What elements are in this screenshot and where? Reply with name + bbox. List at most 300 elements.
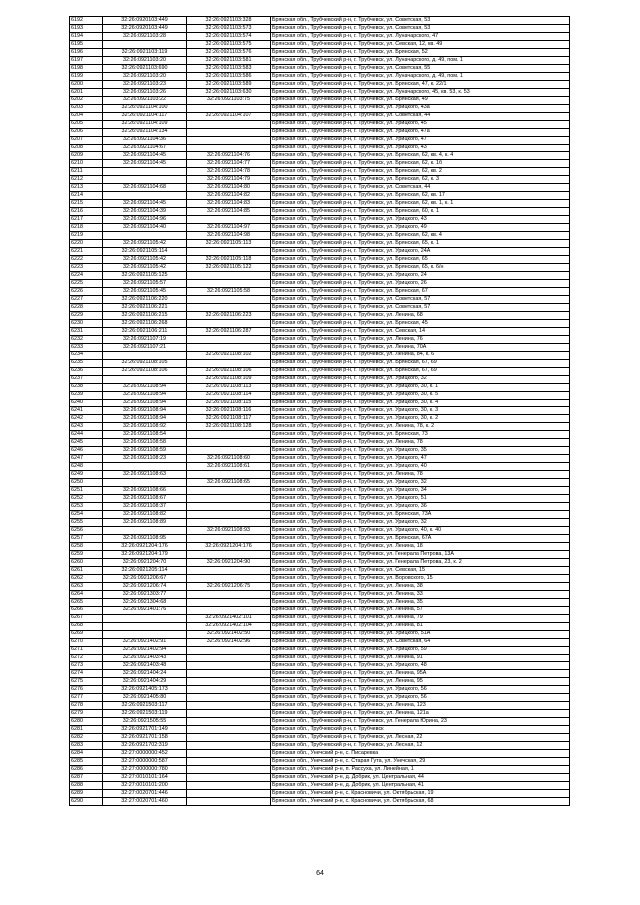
cadastral-number-cell: 32:26:0921105:57 [103,279,187,287]
table-row [70,184,570,192]
table-row [70,17,570,25]
building-cadastral-number-cell: 32:26:0921108:65 [187,479,271,487]
row-number-cell: 6268 [70,622,103,630]
cadastral-number-cell: 32:26:0921206:74 [103,582,187,590]
cadastral-number-cell: 32:26:0921108:94 [103,383,187,391]
table-row [70,670,570,678]
address-cell: Брянская обл., Трубчевский р-н, г. Трубчевск, ул. Урицкого, 35 [271,447,570,455]
building-cadastral-number-cell [187,303,271,311]
building-cadastral-number-cell: 32:26:0921204:176 [187,542,271,550]
row-number-cell: 6199 [70,72,103,80]
building-cadastral-number-cell [187,742,271,750]
address-cell: Брянская обл., Трубчевский р-н, г. Трубчевск, ул. Генерала Юрина, 23 [271,718,570,726]
building-cadastral-number-cell [187,120,271,128]
table-row [70,112,570,120]
cadastral-number-cell: 32:26:0921108:95 [103,534,187,542]
cadastral-number-cell [103,527,187,535]
row-number-cell: 6255 [70,519,103,527]
cadastral-number-cell: 32:26:0921103:20 [103,56,187,64]
address-cell: Брянская обл., Унечский р-н, д. Добрик, ул. Центральная, 41 [271,782,570,790]
cadastral-number-cell [103,479,187,487]
cadastral-number-cell: 32:26:0921405:80 [103,694,187,702]
register-table-body [70,17,570,806]
table-row [70,455,570,463]
table-row [70,654,570,662]
row-number-cell: 6247 [70,455,103,463]
cadastral-number-cell: 32:26:0921108:54 [103,431,187,439]
table-row [70,200,570,208]
row-number-cell: 6271 [70,646,103,654]
table-row [70,758,570,766]
building-cadastral-number-cell [187,534,271,542]
building-cadastral-number-cell [187,439,271,447]
row-number-cell: 6288 [70,782,103,790]
cadastral-number-cell: 32:26:0921104:40 [103,224,187,232]
row-number-cell: 6278 [70,702,103,710]
table-row [70,558,570,566]
building-cadastral-number-cell [187,144,271,152]
table-row [70,72,570,80]
cadastral-number-cell: 32:26:0921108:94 [103,407,187,415]
row-number-cell: 6285 [70,758,103,766]
cadastral-number-cell: 32:26:0921401:76 [103,606,187,614]
address-cell: Брянская обл., Трубчевский р-н, г. Трубчевск, ул. Брянская, 49 [271,96,570,104]
table-row [70,96,570,104]
table-row [70,335,570,343]
address-cell: Брянская обл., Трубчевский р-н, г. Трубчевск, ул. Советская, 53 [271,24,570,32]
row-number-cell: 6257 [70,534,103,542]
building-cadastral-number-cell [187,335,271,343]
building-cadastral-number-cell: 32:26:0921206:75 [187,582,271,590]
table-row [70,144,570,152]
address-cell: Брянская обл., Трубчевский р-н, г. Трубчевск, ул. Брянская, 60, к. 1 [271,208,570,216]
row-number-cell: 6233 [70,343,103,351]
row-number-cell: 6205 [70,120,103,128]
cadastral-number-cell: 32:26:0921108:94 [103,399,187,407]
row-number-cell: 6263 [70,582,103,590]
cadastral-number-cell [103,351,187,359]
address-cell: Брянская обл., Трубчевский р-н, г. Трубчевск, ул. Севская, 12, кв. 49 [271,40,570,48]
building-cadastral-number-cell [187,734,271,742]
row-number-cell: 6215 [70,200,103,208]
building-cadastral-number-cell [187,248,271,256]
address-cell: Брянская обл., Трубчевский р-н, г. Трубчевск, ул. Ленина, 95 [271,678,570,686]
address-cell: Брянская обл., Трубчевский р-н, г. Трубчевск, ул. Урицкого, 43 [271,216,570,224]
row-number-cell: 6246 [70,447,103,455]
address-cell: Брянская обл., Трубчевский р-н, г. Трубчевск, ул. Советская, 64 [271,638,570,646]
row-number-cell: 6229 [70,311,103,319]
address-cell: Брянская обл., Трубчевский р-н, г. Трубчевск, ул. Урицкого, 51А [271,630,570,638]
building-cadastral-number-cell [187,766,271,774]
address-cell: Брянская обл., Трубчевский р-н, г. Трубчевск, ул. Урицкого, 43а [271,104,570,112]
building-cadastral-number-cell: 32:26:0921108:117 [187,415,271,423]
cadastral-number-cell: 32:26:0921204:179 [103,550,187,558]
address-cell: Брянская обл., Унечский р-н, с. Старая Гута, ул. Унечская, 29 [271,758,570,766]
cadastral-number-cell: 32:26:0921108:66 [103,487,187,495]
table-row [70,439,570,447]
row-number-cell: 6225 [70,279,103,287]
table-row [70,718,570,726]
table-row [70,527,570,535]
address-cell: Брянская обл., Трубчевский р-н, г. Трубчевск, ул. Урицкого, 34 [271,487,570,495]
table-row [70,503,570,511]
table-row [70,48,570,56]
row-number-cell: 6195 [70,40,103,48]
row-number-cell: 6210 [70,160,103,168]
cadastral-number-cell: 32:26:0921204:176 [103,542,187,550]
table-row [70,710,570,718]
table-row [70,678,570,686]
row-number-cell: 6279 [70,710,103,718]
address-cell: Брянская обл., Трубчевский р-н, г. Трубчевск, ул. Брянская, 65, к. 6/н [271,264,570,272]
row-number-cell: 6260 [70,558,103,566]
row-number-cell: 6224 [70,272,103,280]
address-cell: Брянская обл., Трубчевский р-н, г. Трубчевск, ул. Урицкого, 30, к. 1 [271,383,570,391]
row-number-cell: 6248 [70,463,103,471]
address-cell: Брянская обл., Трубчевский р-н, г. Трубчевск, ул. Ленина, 95А [271,670,570,678]
row-number-cell: 6218 [70,224,103,232]
building-cadastral-number-cell [187,447,271,455]
cadastral-number-cell: 32:26:0921104:109 [103,120,187,128]
table-row [70,383,570,391]
cadastral-number-cell: 32:26:0921104:68 [103,184,187,192]
table-row [70,224,570,232]
building-cadastral-number-cell [187,471,271,479]
row-number-cell: 6192 [70,17,103,25]
cadastral-number-cell: 32:26:0921402:94 [103,646,187,654]
building-cadastral-number-cell [187,797,271,805]
building-cadastral-number-cell: 32:26:0921104:78 [187,168,271,176]
table-row [70,471,570,479]
table-row [70,630,570,638]
address-cell: Брянская обл., Трубчевский р-н, г. Трубчевск, ул. Брянская, 67, 69 [271,359,570,367]
table-row [70,766,570,774]
building-cadastral-number-cell [187,495,271,503]
building-cadastral-number-cell [187,104,271,112]
address-cell: Брянская обл., Унечский р-н, п. Рассуха, ул. Линейная, 1 [271,766,570,774]
address-cell: Брянская обл., Трубчевский р-н, г. Трубчевск, ул. Урицкого, 32 [271,479,570,487]
row-number-cell: 6237 [70,375,103,383]
table-row [70,694,570,702]
address-cell: Брянская обл., Трубчевский р-н, г. Трубчевск, ул. Ленина, 91 [271,654,570,662]
building-cadastral-number-cell [187,678,271,686]
cadastral-number-cell: 32:26:0921108:82 [103,511,187,519]
address-cell: Брянская обл., Трубчевский р-н, г. Трубчевск, ул. Генерала Петрова, 23, к. 2 [271,558,570,566]
building-cadastral-number-cell: 32:26:0921104:76 [187,152,271,160]
table-row [70,598,570,606]
cadastral-number-cell: 32:26:0921108:23 [103,455,187,463]
row-number-cell: 6281 [70,726,103,734]
table-row [70,582,570,590]
building-cadastral-number-cell: 32:26:0921104:97 [187,224,271,232]
table-row [70,534,570,542]
building-cadastral-number-cell [187,694,271,702]
cadastral-number-cell: 32:26:0921503:117 [103,702,187,710]
table-row [70,32,570,40]
row-number-cell: 6275 [70,678,103,686]
table-row [70,104,570,112]
address-cell: Брянская обл., Трубчевский р-н, г. Трубчевск, ул. Советская, 44 [271,184,570,192]
address-cell: Брянская обл., Трубчевский р-н, г. Трубчевск, ул. Брянская, 62, кв. 17 [271,192,570,200]
table-row [70,343,570,351]
address-cell: Брянская обл., Трубчевский р-н, г. Трубчевск, ул. Брянская, 62, кв. 2 [271,168,570,176]
cadastral-number-cell: 32:26:0921702:319 [103,742,187,750]
address-cell: Брянская обл., Трубчевский р-н, г. Трубчевск, ул. Брянская, 47, к. 22/1 [271,80,570,88]
row-number-cell: 6196 [70,48,103,56]
table-row [70,726,570,734]
table-row [70,64,570,72]
row-number-cell: 6236 [70,367,103,375]
cadastral-number-cell: 32:26:0921103:20 [103,72,187,80]
cadastral-number-cell [103,192,187,200]
table-row [70,487,570,495]
building-cadastral-number-cell: 32:26:0921103:75 [187,96,271,104]
cadastral-number-cell: 32:26:0920103:449 [103,24,187,32]
row-number-cell: 6232 [70,335,103,343]
table-row [70,208,570,216]
building-cadastral-number-cell [187,782,271,790]
cadastral-number-cell: 32:26:0921106:268 [103,319,187,327]
table-row [70,542,570,550]
cadastral-number-cell: 32:26:0921303:77 [103,590,187,598]
row-number-cell: 6194 [70,32,103,40]
cadastral-number-cell: 32:26:0921108:94 [103,391,187,399]
building-cadastral-number-cell: 32:26:0921103:630 [187,88,271,96]
building-cadastral-number-cell [187,136,271,144]
address-cell: Брянская обл., Трубчевский р-н, г. Трубчевск, ул. Урицкого, 40, к. 40 [271,527,570,535]
table-row [70,447,570,455]
address-cell: Брянская обл., Унечский р-н, д. Добрик, ул. Центральная, 44 [271,774,570,782]
cadastral-number-cell: 32:26:0921104:45 [103,152,187,160]
row-number-cell: 6214 [70,192,103,200]
row-number-cell: 6226 [70,287,103,295]
cadastral-number-cell [103,375,187,383]
cadastral-number-cell: 32:26:0921108:59 [103,447,187,455]
cadastral-number-cell: 32:26:0921108:94 [103,415,187,423]
cadastral-number-cell: 32:27:0020701:446 [103,789,187,797]
table-row [70,40,570,48]
table-row [70,256,570,264]
table-row [70,789,570,797]
table-row [70,160,570,168]
building-cadastral-number-cell [187,718,271,726]
address-cell: Брянская обл., Трубчевский р-н, г. Трубчевск, ул. Брянская, 62, кв. 1, к. 1 [271,200,570,208]
table-row [70,120,570,128]
row-number-cell: 6287 [70,774,103,782]
building-cadastral-number-cell: 32:26:0921104:77 [187,160,271,168]
address-cell: Брянская обл., Трубчевский р-н, г. Трубчевск, ул. Урицкого, 51 [271,495,570,503]
building-cadastral-number-cell [187,272,271,280]
table-row [70,622,570,630]
cadastral-number-cell: 32:26:0921108:63 [103,471,187,479]
table-row [70,566,570,574]
building-cadastral-number-cell [187,359,271,367]
cadastral-number-cell: 32:27:0010101:200 [103,782,187,790]
address-cell: Брянская обл., Трубчевский р-н, г. Трубчевск, ул. Генерала Петрова, 13А [271,550,570,558]
building-cadastral-number-cell [187,343,271,351]
address-cell: Брянская обл., Трубчевский р-н, г. Трубчевск, ул. Урицкого, 49 [271,224,570,232]
table-row [70,662,570,670]
building-cadastral-number-cell [187,431,271,439]
address-cell: Брянская обл., Трубчевский р-н, г. Трубчевск, ул. Ленина, 18 [271,542,570,550]
building-cadastral-number-cell: 32:26:0921108:60 [187,455,271,463]
table-row [70,742,570,750]
table-row [70,614,570,622]
cadastral-number-cell: 32:26:0921505:55 [103,718,187,726]
cadastral-number-cell: 32:26:0921104:45 [103,160,187,168]
address-cell: Брянская обл., Трубчевский р-н, г. Трубчевск, ул. Брянская, 65 [271,256,570,264]
cadastral-number-cell: 32:26:0920103:449 [103,17,187,25]
cadastral-number-cell: 32:26:0921403:43 [103,654,187,662]
row-number-cell: 6238 [70,383,103,391]
building-cadastral-number-cell: 32:26:0921108:115 [187,399,271,407]
cadastral-number-cell [103,614,187,622]
address-cell: Брянская обл., Трубчевский р-н, г. Трубчевск, ул. Брянская, 67, 69 [271,367,570,375]
building-cadastral-number-cell [187,550,271,558]
building-cadastral-number-cell: 32:26:0921104:79 [187,176,271,184]
cadastral-number-cell: 32:26:0921103:22 [103,96,187,104]
building-cadastral-number-cell [187,566,271,574]
address-cell: Брянская обл., Трубчевский р-н, г. Трубчевск, ул. Ленина, 38 [271,582,570,590]
address-cell: Брянская обл., Трубчевский р-н, г. Трубчевск, ул. Ленина, 78, к. 2 [271,423,570,431]
table-row [70,519,570,527]
building-cadastral-number-cell: 32:26:0921108:102 [187,351,271,359]
row-number-cell: 6259 [70,550,103,558]
cadastral-number-cell: 32:26:0921103:26 [103,88,187,96]
building-cadastral-number-cell: 32:26:0921103:574 [187,32,271,40]
row-number-cell: 6212 [70,176,103,184]
address-cell: Брянская обл., Трубчевский р-н, г. Трубчевск, ул. Брянская, 62, кв. 4, к. 4 [271,152,570,160]
building-cadastral-number-cell: 32:26:0921108:61 [187,463,271,471]
cadastral-number-cell: 32:26:0921104:36 [103,136,187,144]
address-cell: Брянская обл., Трубчевский р-н, г. Трубчевск, ул. Урицкого, 30, к. 3 [271,407,570,415]
table-row [70,606,570,614]
address-cell: Брянская обл., Трубчевский р-н, г. Трубчевск, ул. Урицкого, 26 [271,279,570,287]
row-number-cell: 6258 [70,542,103,550]
cadastral-number-cell: 32:26:0921104:96 [103,216,187,224]
address-cell: Брянская обл., Унечский р-н, с. Красновичи, ул. Октябрьская, 19 [271,789,570,797]
building-cadastral-number-cell: 32:26:0921108:109 [187,375,271,383]
table-row [70,319,570,327]
cadastral-number-cell: 32:26:0921108:67 [103,495,187,503]
row-number-cell: 6254 [70,511,103,519]
building-cadastral-number-cell: 32:26:0921106:223 [187,311,271,319]
cadastral-number-cell: 32:26:0921103:28 [103,32,187,40]
cadastral-number-cell: 32:26:0921108:106 [103,367,187,375]
cadastral-number-cell: 32:26:0921206:67 [103,574,187,582]
row-number-cell: 6280 [70,718,103,726]
address-cell: Брянская обл., Трубчевский р-н, г. Трубчевск, ул. Брянская, 67А [271,534,570,542]
table-row [70,431,570,439]
address-cell: Брянская обл., Трубчевский р-н, г. Трубчевск, ул. Лесная, 12 [271,742,570,750]
address-cell: Брянская обл., Трубчевский р-н, г. Трубчевск, ул. Ленина, 81 [271,622,570,630]
building-cadastral-number-cell: 32:26:0921104:80 [187,184,271,192]
address-cell: Брянская обл., Трубчевский р-н, г. Трубчевск, ул. Брянская, 62, кв. 4 [271,232,570,240]
row-number-cell: 6203 [70,104,103,112]
address-cell: Брянская обл., Трубчевский р-н, г. Трубчевск, ул. Урицкого, 30, к. 2 [271,415,570,423]
building-cadastral-number-cell: 32:26:0921104:85 [187,208,271,216]
cadastral-number-cell: 32:26:0921108:89 [103,519,187,527]
address-cell: Брянская обл., Трубчевский р-н, г. Трубчевск, ул. Урицкого, 56 [271,694,570,702]
cadastral-number-cell: 32:26:0921106:221 [103,303,187,311]
row-number-cell: 6284 [70,750,103,758]
row-number-cell: 6222 [70,256,103,264]
table-row [70,176,570,184]
page-number: 64 [316,870,324,877]
row-number-cell: 6272 [70,654,103,662]
building-cadastral-number-cell: 32:26:0921108:128 [187,423,271,431]
row-number-cell: 6273 [70,662,103,670]
address-cell: Брянская обл., Трубчевский р-н, г. Трубчевск, ул. Урицкого, 40 [271,463,570,471]
cadastral-number-cell [103,463,187,471]
cadastral-number-cell: 32:26:0921104:45 [103,200,187,208]
cadastral-number-cell: 32:27:0000000:452 [103,750,187,758]
table-row [70,479,570,487]
cadastral-number-cell: 32:26:0921108:92 [103,423,187,431]
table-row [70,88,570,96]
building-cadastral-number-cell [187,654,271,662]
address-cell: Брянская обл., Трубчевский р-н, г. Трубчевск, ул. Севская, 14 [271,327,570,335]
building-cadastral-number-cell: 32:26:0921105:58 [187,287,271,295]
cadastral-number-cell: 32:27:0020701:460 [103,797,187,805]
cadastral-number-cell: 32:26:0921402:91 [103,638,187,646]
address-cell: Брянская обл., Трубчевский р-н, г. Трубчевск, ул. Советская, 57 [271,303,570,311]
address-cell: Брянская обл., Трубчевский р-н, г. Трубчевск, ул. Ленина, 78 [271,471,570,479]
row-number-cell: 6289 [70,789,103,797]
table-row [70,232,570,240]
table-row [70,136,570,144]
table-row [70,391,570,399]
cadastral-number-cell: 32:26:0921105:114 [103,248,187,256]
building-cadastral-number-cell: 32:26:0921108:93 [187,527,271,535]
address-cell: Брянская обл., Трубчевский р-н, г. Трубчевск, ул. Ленина, 121а [271,710,570,718]
row-number-cell: 6207 [70,136,103,144]
building-cadastral-number-cell: 32:26:0921108:113 [187,383,271,391]
cadastral-number-cell: 32:26:0921104:117 [103,112,187,120]
table-row [70,128,570,136]
cadastral-number-cell: 32:26:0921103:23 [103,80,187,88]
row-number-cell: 6231 [70,327,103,335]
row-number-cell: 6250 [70,479,103,487]
cadastral-number-cell: 32:26:0921104:100 [103,104,187,112]
row-number-cell: 6267 [70,614,103,622]
building-cadastral-number-cell [187,503,271,511]
building-cadastral-number-cell [187,758,271,766]
building-cadastral-number-cell [187,319,271,327]
address-cell: Брянская обл., Трубчевский р-н, г. Трубчевск [271,726,570,734]
table-row [70,295,570,303]
row-number-cell: 6270 [70,638,103,646]
building-cadastral-number-cell [187,726,271,734]
row-number-cell: 6251 [70,487,103,495]
address-cell: Брянская обл., Трубчевский р-н, г. Трубчевск, ул. Урицкого, 47 [271,136,570,144]
row-number-cell: 6241 [70,407,103,415]
cadastral-number-cell: 32:26:0921105:42 [103,256,187,264]
building-cadastral-number-cell [187,670,271,678]
cadastral-number-cell: 32:27:0000000:780 [103,766,187,774]
address-cell: Брянская обл., Трубчевский р-н, г. Трубчевск, ул. Советская, 55 [271,64,570,72]
table-row [70,797,570,805]
building-cadastral-number-cell [187,710,271,718]
cadastral-number-cell: 32:26:0921105:125 [103,272,187,280]
building-cadastral-number-cell: 32:26:0921103:589 [187,80,271,88]
table-row [70,287,570,295]
table-row [70,750,570,758]
address-cell: Брянская обл., Трубчевский р-н, г. Трубчевск, ул. Воровского, 15 [271,574,570,582]
building-cadastral-number-cell: 32:26:0921108:114 [187,391,271,399]
building-cadastral-number-cell [187,789,271,797]
table-row [70,782,570,790]
